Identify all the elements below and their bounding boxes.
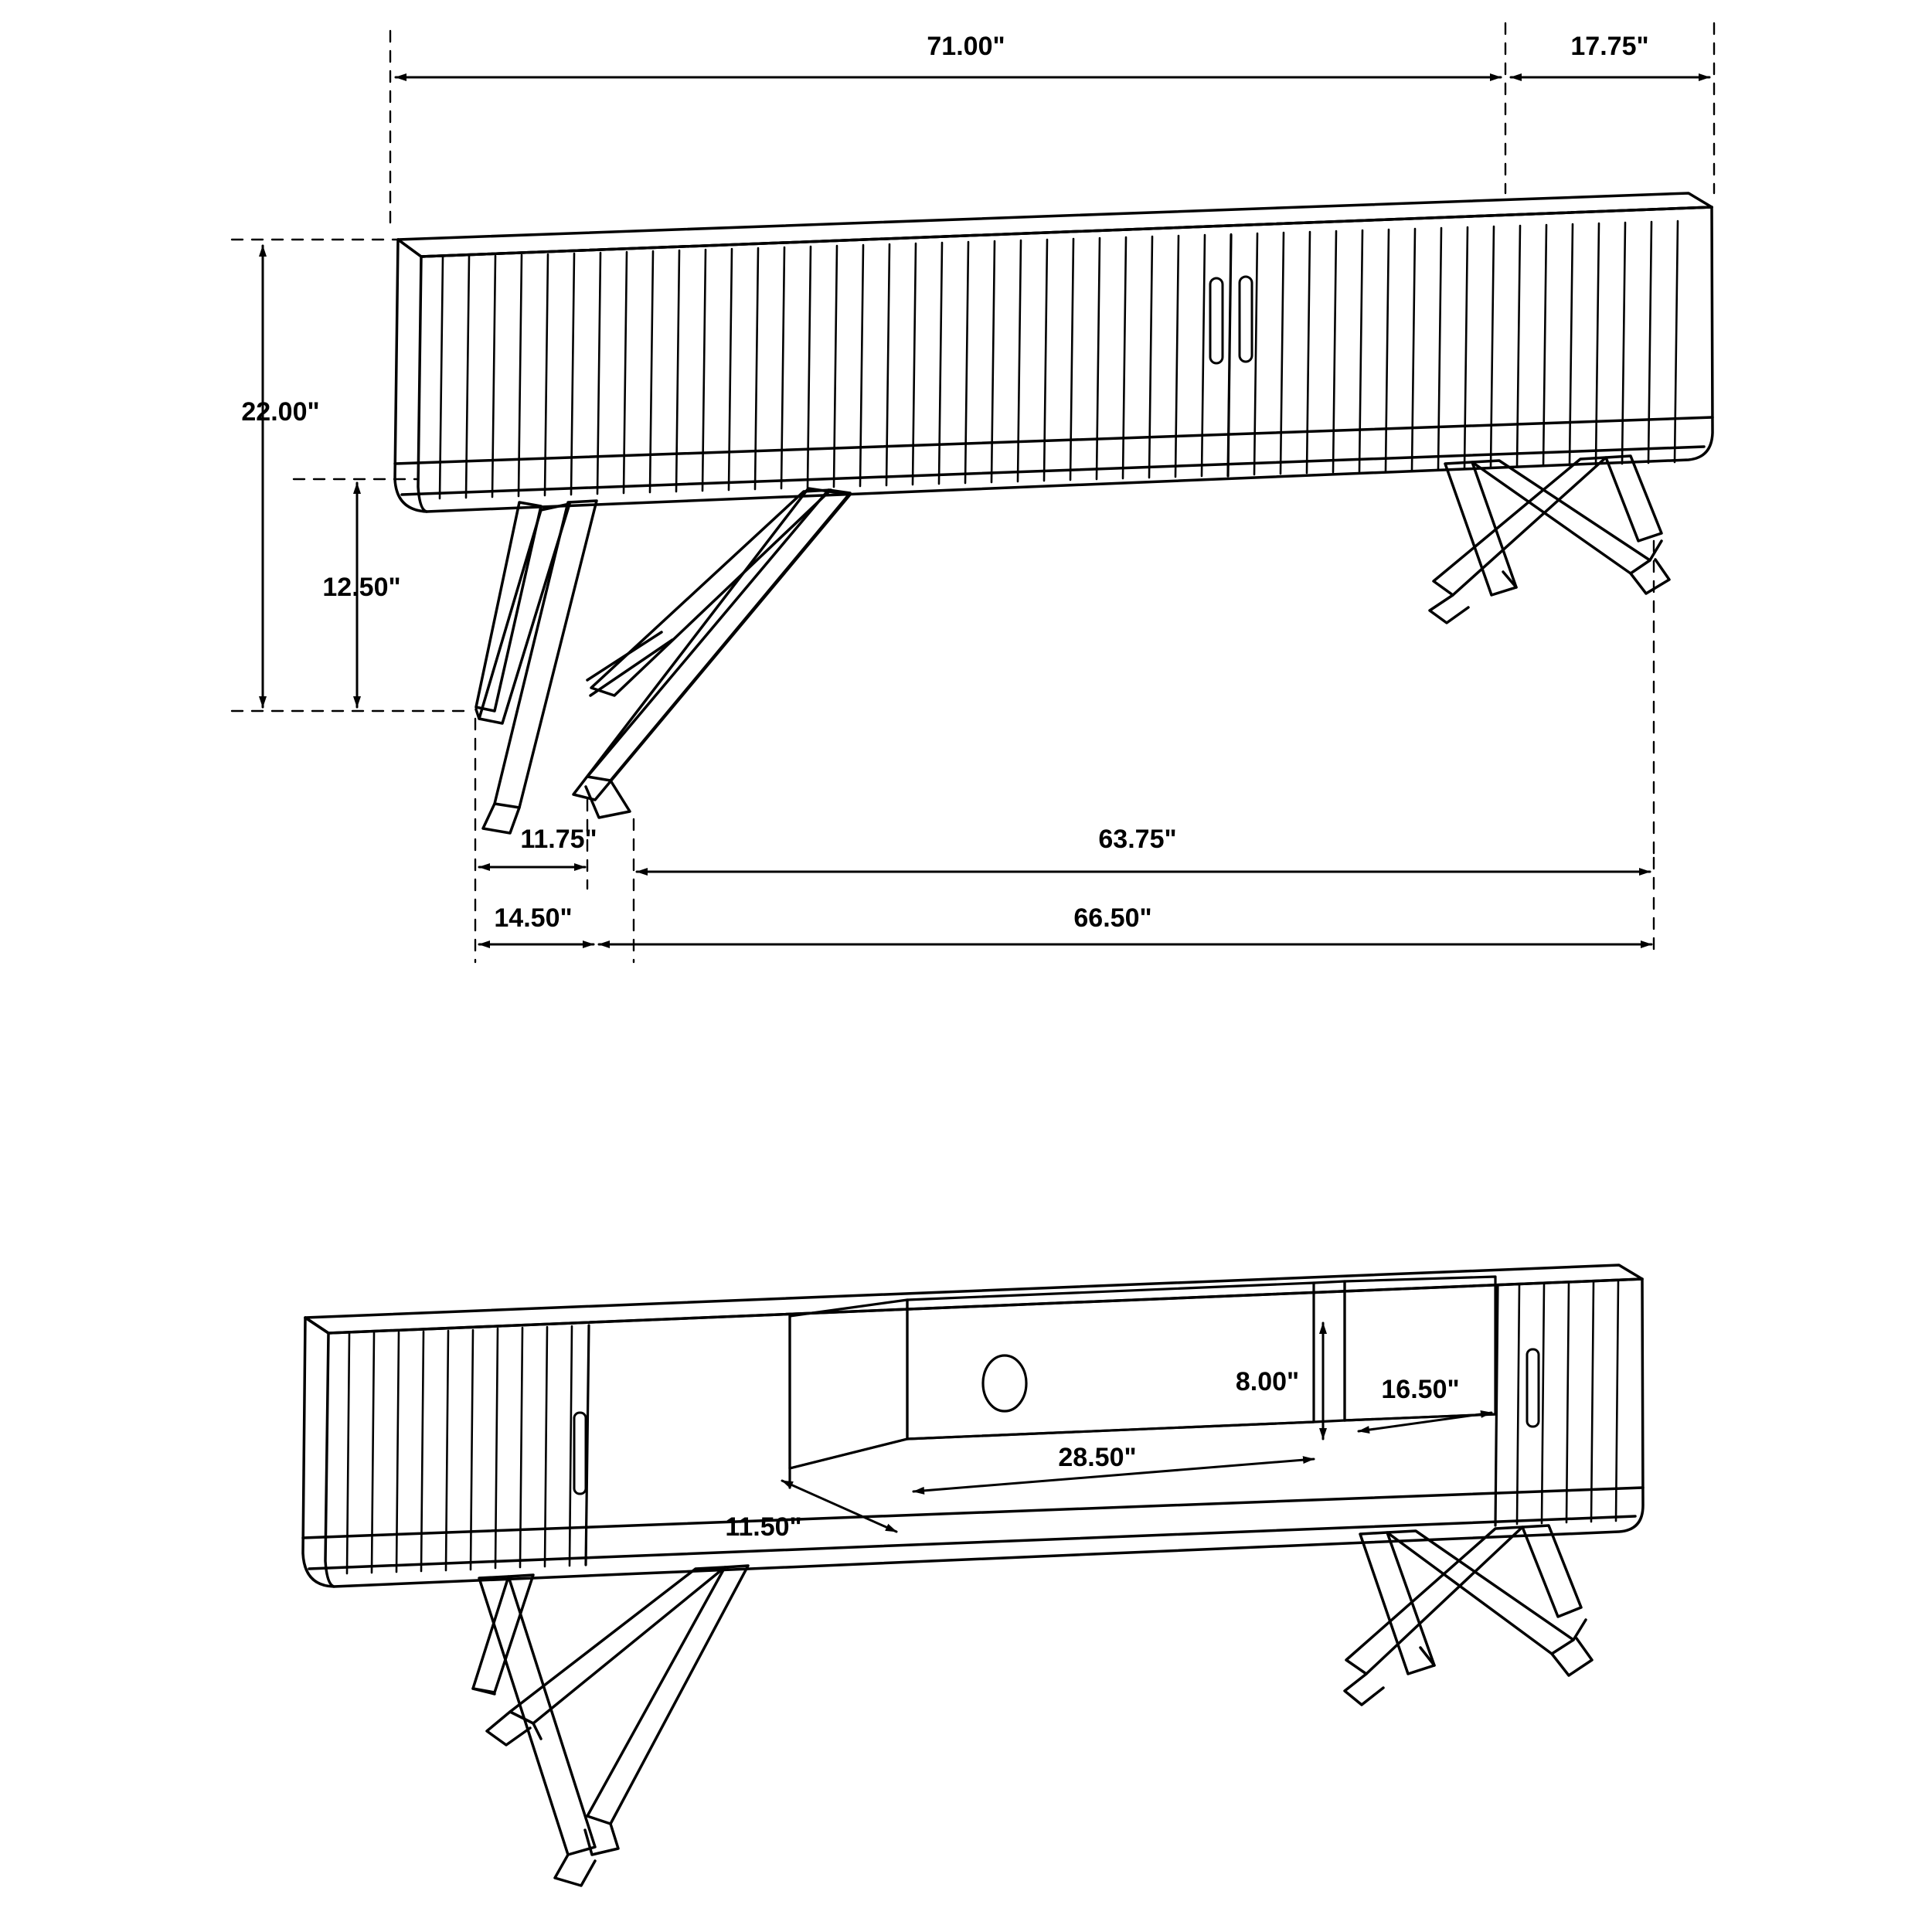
label-leg-splay-outer: 14.50" — [494, 903, 573, 933]
left-door-handle — [574, 1413, 586, 1494]
label-leg-splay-inner: 11.75" — [520, 824, 597, 854]
label-right-compartment: 16.50" — [1381, 1374, 1460, 1404]
top-view-cabinet — [395, 193, 1713, 512]
bottom-view-cabinet — [303, 1265, 1643, 1587]
label-shelf-height: 8.00" — [1235, 1366, 1300, 1396]
label-center-compartment: 28.50" — [1058, 1442, 1137, 1472]
dimension-labels — [241, 32, 1648, 1542]
label-underside-height: 12.50" — [322, 572, 401, 602]
label-left-compartment: 11.50" — [725, 1512, 802, 1542]
label-leg-span-inner: 63.75" — [1098, 824, 1177, 854]
right-door-handle — [1527, 1349, 1539, 1427]
label-overall-width: 71.00" — [927, 31, 1005, 61]
label-leg-span-outer: 66.50" — [1073, 903, 1152, 933]
bottom-view-legs — [473, 1526, 1592, 1886]
top-view-legs — [476, 456, 1669, 833]
bottom-view-dims — [782, 1323, 1492, 1532]
label-depth-offset: 17.75" — [1570, 31, 1649, 61]
label-overall-height: 22.00" — [241, 396, 320, 427]
